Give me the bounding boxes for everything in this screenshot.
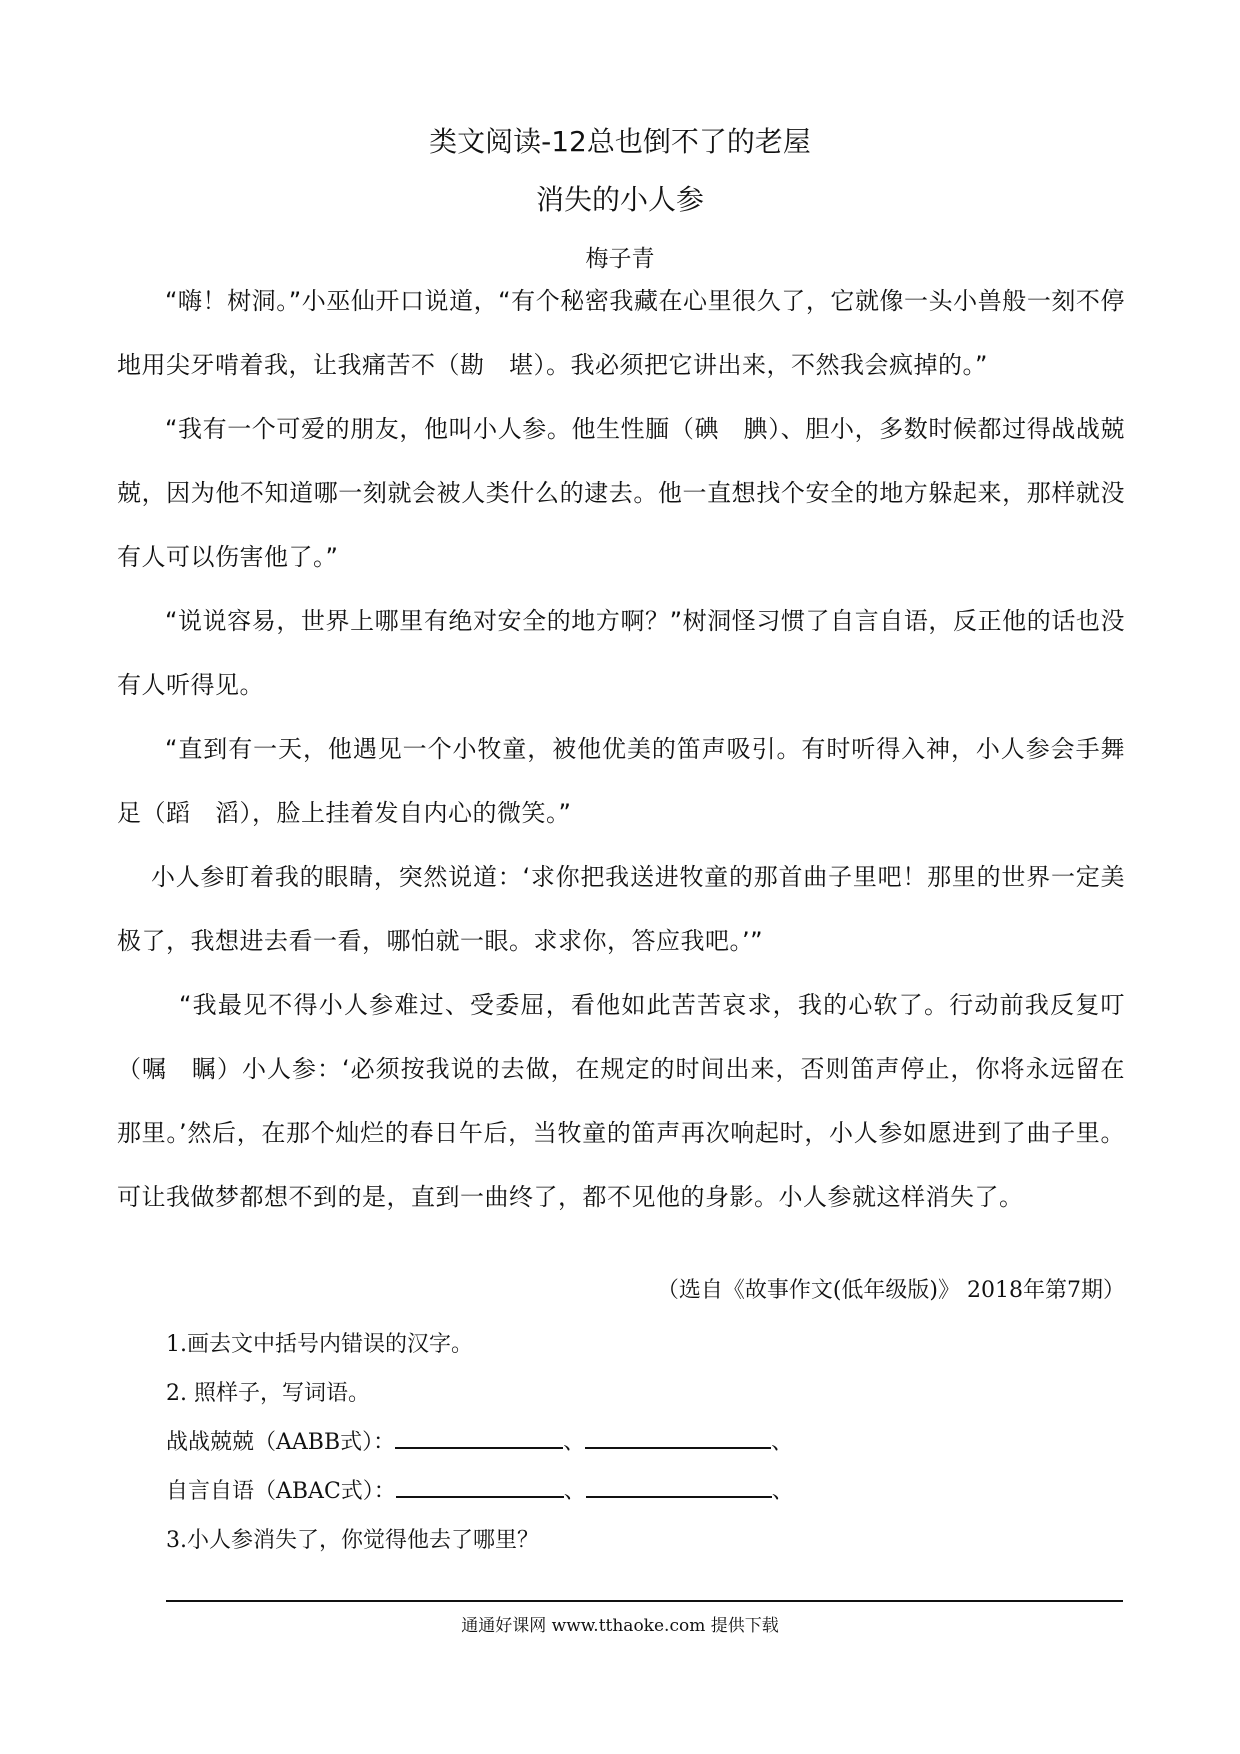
footer-text: 通通好课网 www.tthaoke.com 提供下载 — [461, 1616, 779, 1636]
story-body — [117, 269, 1125, 1229]
question-2-line-1-label: 战战兢兢（AABB式）： — [166, 1430, 396, 1455]
author-name: 梅子青 — [585, 246, 655, 272]
story-paragraph-1: “嗨！树洞。”小巫仙开口说道，“有个秘密我藏在心里很久了，它就像一头小兽般一刻不停地用尖牙啃着我，让我痛苦不（勘 堪）。我必须把它讲出来，不然我会疯掉的。” — [117, 287, 1125, 379]
separator: 、 — [771, 1479, 794, 1504]
question-2-line-2-label: 自言自语（ABAC式）： — [166, 1479, 396, 1504]
story-paragraph-3: “说说容易，世界上哪里有绝对安全的地方啊？”树洞怪习惯了自言自语，反正他的话也没有人听得见。 — [117, 607, 1125, 699]
worksheet-title: 类文阅读-12总也倒不了的老屋 — [429, 125, 811, 158]
answer-blank[interactable] — [396, 1474, 564, 1498]
story-paragraph-4: “直到有一天，他遇见一个小牧童，被他优美的笛声吸引。有时听得入神，小人参会手舞足（蹈 滔），脸上挂着发自内心的微笑。” — [117, 735, 1125, 827]
answer-blank[interactable] — [586, 1474, 772, 1498]
question-2: 2. 照样子，写词语。 — [166, 1381, 370, 1406]
question-2-line-2 — [166, 1474, 794, 1505]
footer-divider — [166, 1600, 1123, 1602]
source-citation: （选自《故事作文(低年级版)》 2018年第7期） — [656, 1278, 1125, 1303]
separator: 、 — [563, 1479, 586, 1504]
separator: 、 — [563, 1430, 586, 1455]
question-3: 3.小人参消失了，你觉得他去了哪里？ — [166, 1528, 539, 1553]
question-1: 1.画去文中括号内错误的汉字。 — [166, 1332, 473, 1357]
answer-blank[interactable] — [585, 1425, 771, 1449]
story-paragraph-6: “我最见不得小人参难过、受委屈，看他如此苦苦哀求，我的心软了。行动前我反复叮（嘱 瞩）小人参：‘必须按我说的去做，在规定的时间出来，否则笛声停止，你将永远留在那里。’然后，在那个灿烂的春日午后，当牧童的笛声再次响起时，小人参如愿进到了曲子里。可让我做梦都想不到的是，直到一曲终了，都不见他的身影。小人参就这样消失了。 — [117, 991, 1125, 1211]
separator: 、 — [771, 1430, 794, 1455]
story-paragraph-2: “我有一个可爱的朋友，他叫小人参。他生性腼（碘 腆）、胆小，多数时候都过得战战兢兢，因为他不知道哪一刻就会被人类什么的逮去。他一直想找个安全的地方躲起来，那样就没有人可以伤害他了。” — [117, 415, 1125, 571]
story-paragraph-5: 小人参盯着我的眼睛，突然说道：‘求你把我送进牧童的那首曲子里吧！那里的世界一定美极了，我想进去看一看，哪怕就一眼。求求你，答应我吧。’” — [117, 863, 1125, 955]
question-2-line-1 — [166, 1425, 793, 1456]
answer-blank[interactable] — [395, 1425, 563, 1449]
story-title: 消失的小人参 — [535, 183, 704, 216]
